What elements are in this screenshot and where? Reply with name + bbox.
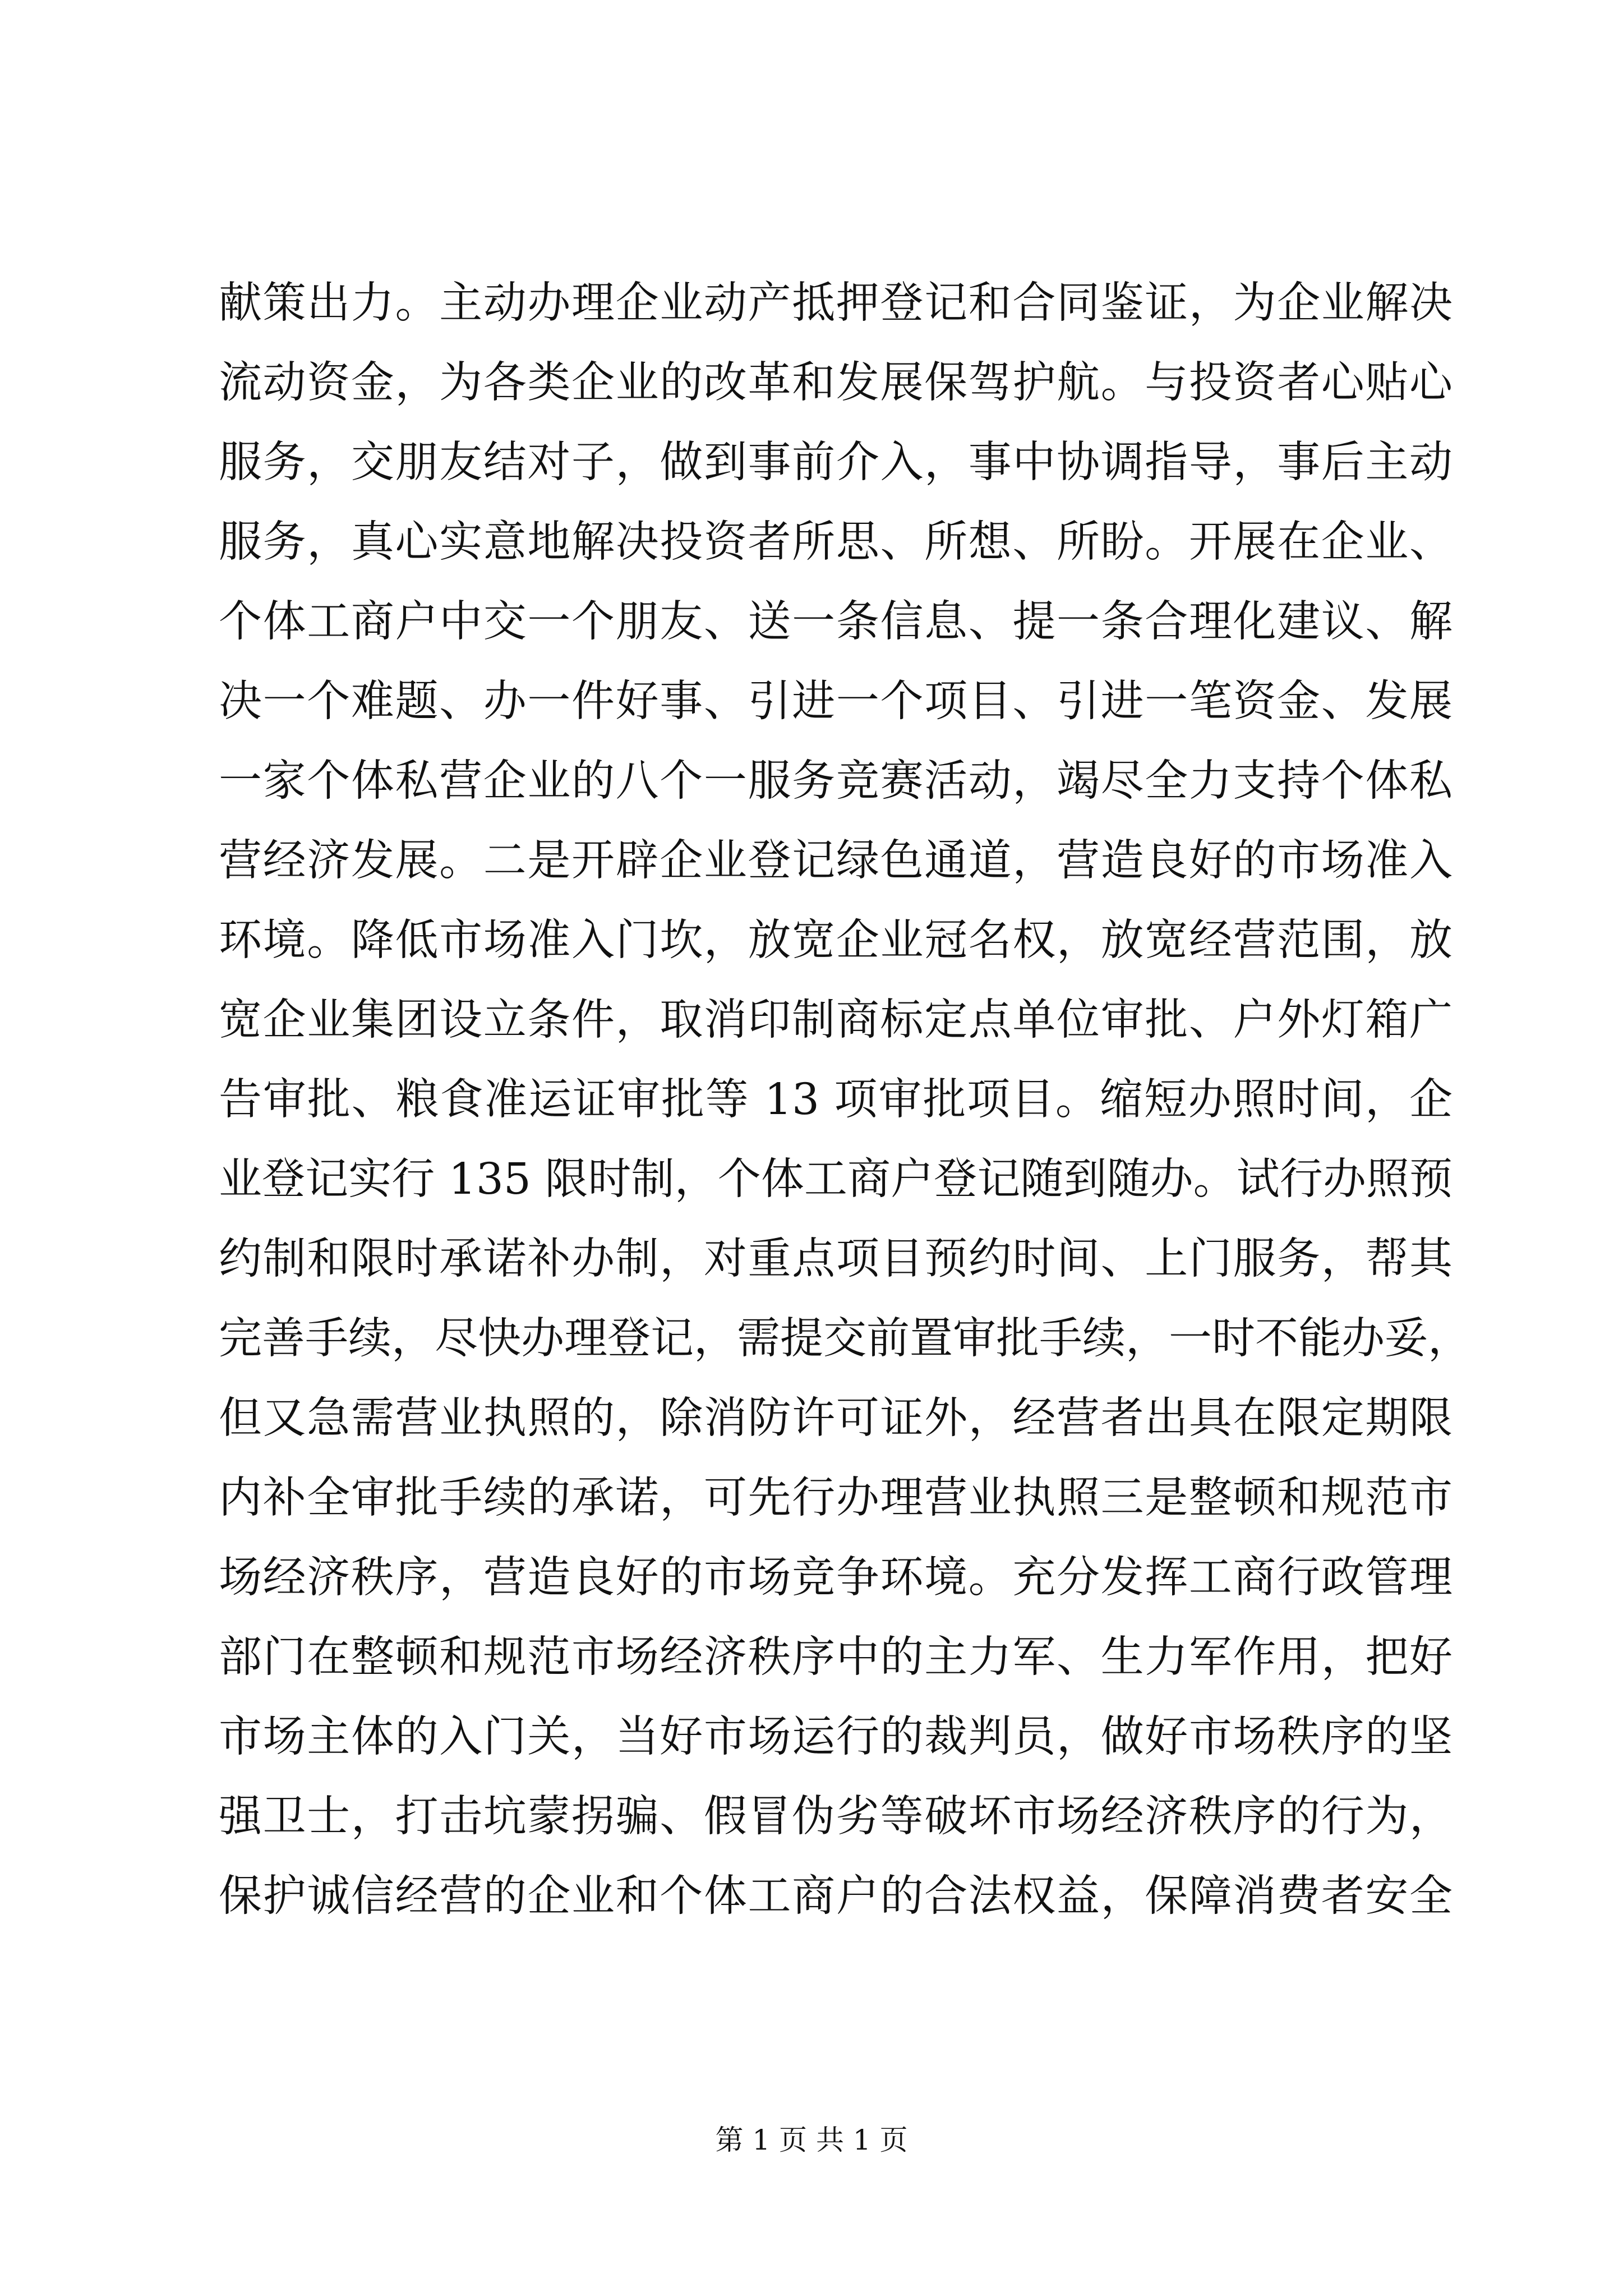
text-line: 决一个难题、办一件好事、引进一个项目、引进一笔资金、发展 bbox=[219, 677, 1453, 726]
text-line: 业登记实行 135 限时制，个体工商户登记随到随办。试行办照预 bbox=[219, 1154, 1453, 1204]
text-line: 场经济秩序，营造良好的市场竞争环境。充分发挥工商行政管理 bbox=[219, 1553, 1453, 1603]
text-line: 献策出力。主动办理企业动产抵押登记和合同鉴证，为企业解决 bbox=[219, 278, 1453, 328]
text-line: 环境。降低市场准入门坎，放宽企业冠名权，放宽经营范围，放 bbox=[219, 915, 1453, 965]
text-line: 保护诚信经营的企业和个体工商户的合法权益，保障消费者安全 bbox=[219, 1871, 1453, 1921]
page-footer bbox=[0, 2120, 1623, 2160]
text-line: 服务，真心实意地解决投资者所思、所想、所盼。开展在企业、 bbox=[219, 517, 1453, 567]
body-text bbox=[219, 264, 1471, 1936]
text-line: 强卫士，打击坑蒙拐骗、假冒伪劣等破坏市场经济秩序的行为， bbox=[219, 1792, 1453, 1842]
text-line: 市场主体的入门关，当好市场运行的裁判员，做好市场秩序的坚 bbox=[219, 1712, 1453, 1762]
page-number-label: 第 1 页 共 1 页 bbox=[715, 2124, 908, 2156]
text-line: 营经济发展。二是开辟企业登记绿色通道，营造良好的市场准入 bbox=[219, 836, 1453, 886]
text-line: 一家个体私营企业的八个一服务竞赛活动，竭尽全力支持个体私 bbox=[219, 756, 1453, 806]
text-line: 告审批、粮食准运证审批等 13 项审批项目。缩短办照时间，企 bbox=[219, 1075, 1453, 1125]
text-line: 内补全审批手续的承诺，可先行办理营业执照三是整顿和规范市 bbox=[219, 1473, 1453, 1523]
text-line: 个体工商户中交一个朋友、送一条信息、提一条合理化建议、解 bbox=[219, 597, 1453, 647]
text-line: 流动资金，为各类企业的改革和发展保驾护航。与投资者心贴心 bbox=[219, 358, 1453, 408]
text-line: 服务，交朋友结对子，做到事前介入，事中协调指导，事后主动 bbox=[219, 438, 1453, 487]
text-line: 完善手续，尽快办理登记，需提交前置审批手续，一时不能办妥， bbox=[219, 1314, 1471, 1364]
text-line: 但又急需营业执照的，除消防许可证外，经营者出具在限定期限 bbox=[219, 1393, 1453, 1443]
text-line: 约制和限时承诺补办制，对重点项目预约时间、上门服务，帮其 bbox=[219, 1234, 1453, 1284]
text-line: 宽企业集团设立条件，取消印制商标定点单位审批、户外灯箱广 bbox=[219, 995, 1453, 1045]
text-line: 部门在整顿和规范市场经济秩序中的主力军、生力军作用，把好 bbox=[219, 1632, 1453, 1682]
